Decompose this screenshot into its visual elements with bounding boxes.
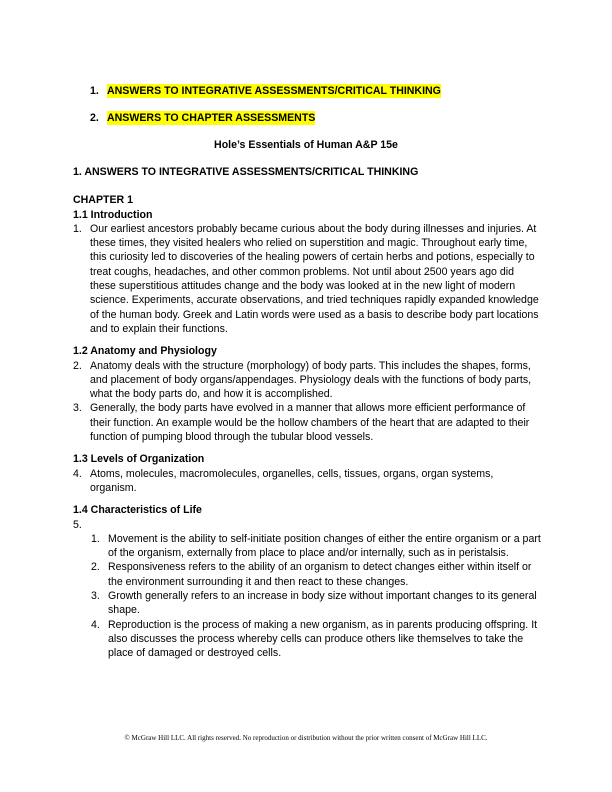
section-heading: 1.3 Levels of Organization [73, 453, 205, 466]
sublist-item-text: Responsiveness refers to the ability of an organism to detect changes either within itself or the environment surrounding it and then react to these changes. [108, 561, 532, 588]
sublist-item [91, 560, 541, 589]
sublist-item [91, 589, 541, 618]
sublist-item-number: 3. [91, 590, 100, 603]
document-body [73, 165, 541, 661]
list-item-number: 2. [73, 359, 82, 372]
book-title: Hole’s Essentials of Human A&P 15e [214, 139, 398, 151]
sublist-item-text: Movement is the ability to self-initiate position changes of either the entire organism or a part of the organism, externally from place to place and/or internally, such as in peristalsis. [108, 532, 541, 560]
list-item [73, 518, 541, 532]
toc-item-number: 1. [90, 85, 99, 97]
sublist-item [91, 618, 541, 661]
sublist-item-text: Reproduction is the process of making a new organism, as in parents producing offspring. It also discusses the process whereby cells can produce others like themselves to take the place of damaged or destroyed cells. [108, 618, 538, 660]
chapter-heading: CHAPTER 1 [73, 194, 134, 207]
sublist-item-number: 1. [91, 532, 100, 545]
toc-item-number: 2. [90, 112, 99, 124]
sublist [73, 532, 541, 661]
toc-item-label: ANSWERS TO CHAPTER ASSESSMENTS [107, 112, 316, 124]
sublist-item-text: Growth generally refers to an increase in body size without important changes to its general shape. [108, 590, 537, 617]
sublist-item-number: 2. [91, 561, 100, 574]
list-item-number: 4. [73, 467, 82, 480]
sublist-item-number: 4. [91, 618, 100, 631]
list-item [73, 222, 541, 336]
sublist-item [91, 532, 541, 561]
list-item [73, 467, 541, 496]
section-heading: 1.4 Characteristics of Life [73, 504, 202, 517]
list-item-text: Our earliest ancestors probably became curious about the body during illnesses and injuries. At these times, they visited healers who relied on superstition and magic. Throughout early time, this curiosity led to discoveries of the healing powers of certain herbs and potions, especially to treat coughs, headaches, and other common problems. Not until about 2500 years ago did these superstitious attitudes change and the body was looked at in the new light of modern science. Experiments, accurate observations, and tried techniques rapidly expanded knowledge of the human body. Greek and Latin words were used as a basis to describe body part locations and to explain their functions. [90, 222, 539, 335]
list-item [73, 359, 541, 402]
toc-item [90, 111, 530, 125]
copyright-footer: © McGraw Hill LLC. All rights reserved. No reproduction or distribution without the prior written consent of McGraw Hill LLC. [124, 734, 488, 742]
section-heading: 1.1 Introduction [73, 208, 153, 221]
table-of-contents [90, 84, 530, 125]
list-item-number: 1. [73, 222, 82, 235]
list-item-text: Atoms, molecules, macromolecules, organelles, cells, tissues, organs, organ systems, organism. [90, 467, 494, 494]
list-item-text: Anatomy deals with the structure (morphology) of body parts. This includes the shapes, forms, and placement of body organs/appendages. Physiology deals with the functions of body parts, what the body parts do, and how it is accomplished. [90, 359, 532, 401]
list-item-number: 5. [73, 518, 82, 531]
list-item [73, 401, 541, 444]
part-heading: 1. ANSWERS TO INTEGRATIVE ASSESSMENTS/CRITICAL THINKING [73, 166, 419, 178]
list-item-number: 3. [73, 402, 82, 415]
toc-item-label: ANSWERS TO INTEGRATIVE ASSESSMENTS/CRITICAL THINKING [107, 85, 441, 97]
list-item-text: Generally, the body parts have evolved in a manner that allows more efficient performance of their function. An example would be the hollow chambers of the heart that are adapted to their function of pumping blood through the tubular blood vessels. [90, 402, 530, 444]
toc-item [90, 84, 530, 98]
section-heading: 1.2 Anatomy and Physiology [73, 345, 217, 358]
